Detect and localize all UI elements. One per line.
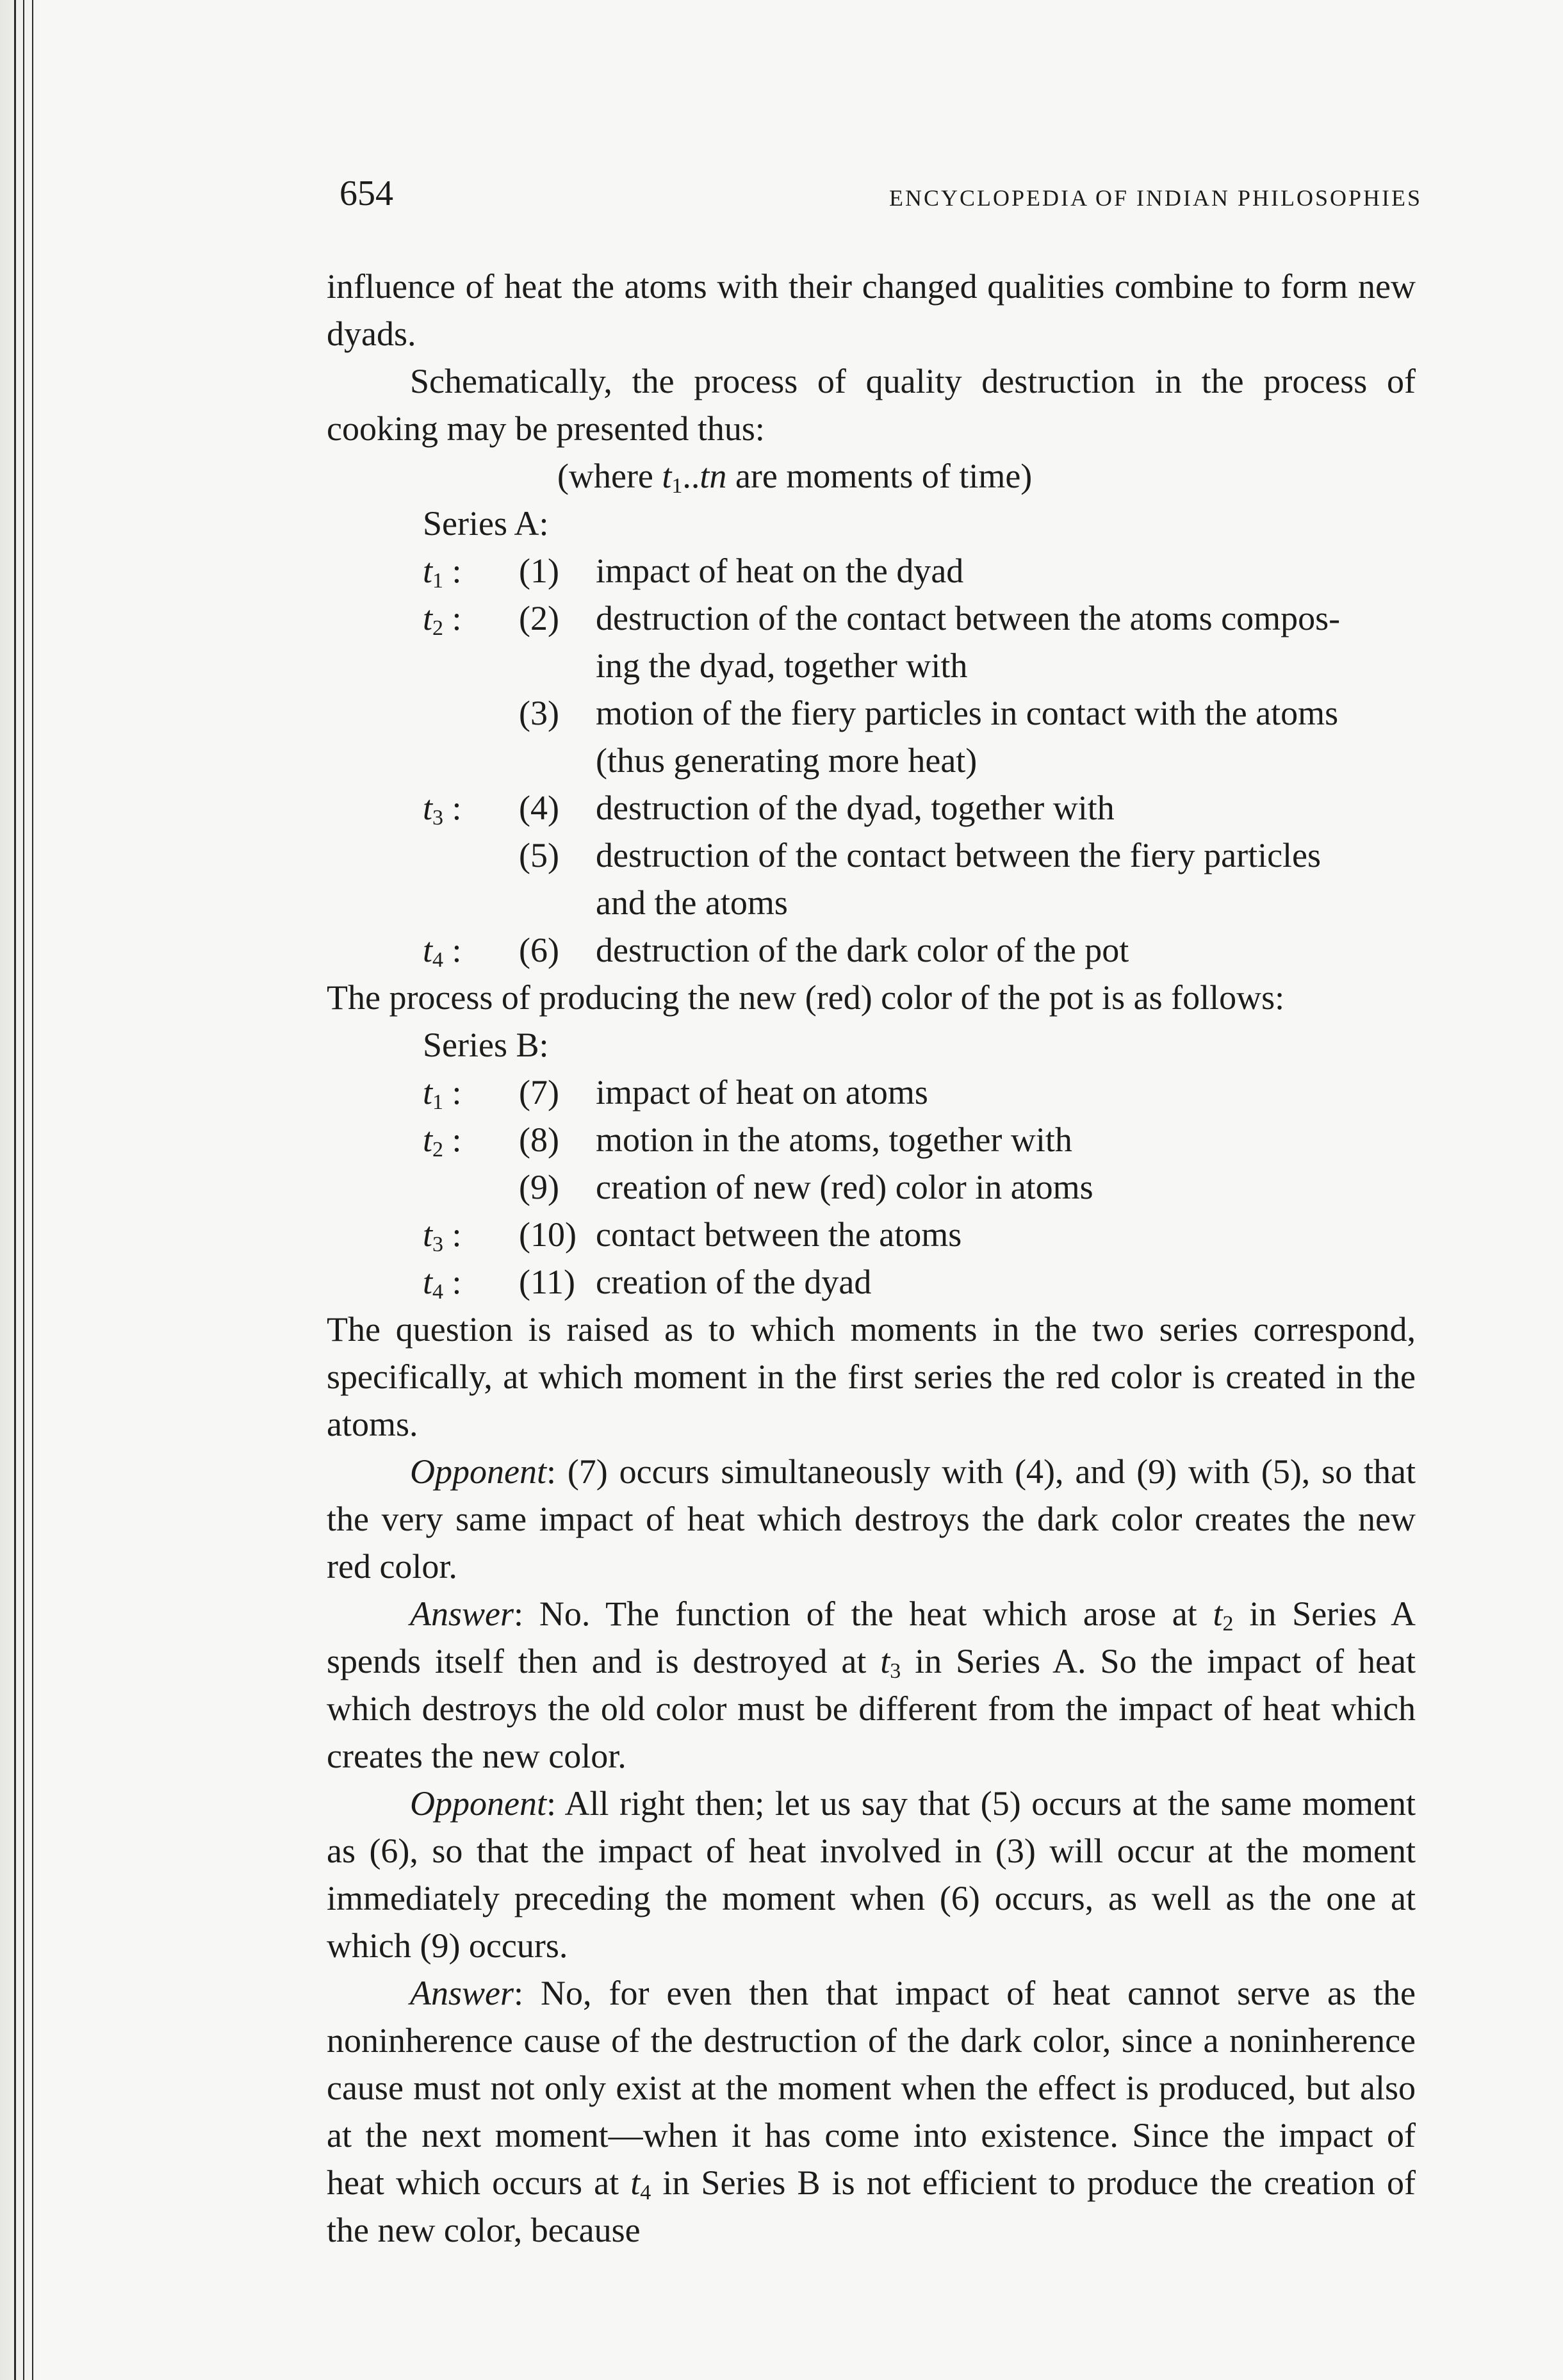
paragraph-intro: influence of heat the atoms with their changed qualities combine to form new dyads.: [327, 267, 1416, 353]
list-item: $t_1$ : (7) impact of heat on atoms: [423, 1073, 928, 1114]
paragraph-schematic: Schematically, the process of quality destruction in the process of cooking may be presented thus:: [327, 362, 1416, 448]
list-item: $t_3$ : (10) contact between the atoms: [423, 1215, 962, 1256]
series-a-label: Series A:: [423, 504, 549, 543]
binding-rule: [32, 0, 33, 2380]
series-a-list: [327, 547, 1416, 974]
list-item: $t_4$ : (6) destruction of the dark color of the pot: [423, 931, 1129, 972]
paragraph-answer-1: Answer: No. The function of the heat which arose at $t_2$ in Series A spends itself then and is destroyed at $t_3$ in Series A. So the impact of heat which destroys the old color must be different from the impact of heat which creates the new color.: [327, 1595, 1416, 1775]
paragraph-opponent-2: Opponent: All right then; let us say that (5) occurs at the same moment as (6), so that the impact of heat involved in (3) will occur at the moment immediately preceding the moment when (6) occurs, as well as the one at which (9) occurs.: [327, 1784, 1416, 1965]
list-item: (9) creation of new (red) color in atoms: [519, 1168, 1093, 1206]
list-item: $t_2$ : (2) destruction of the contact between the atoms compos-: [423, 599, 1341, 640]
speaker-label: Opponent: [410, 1784, 546, 1823]
speaker-label: Answer: [410, 1595, 514, 1633]
series-b-label: Series B:: [423, 1026, 549, 1064]
binding-rule: [14, 0, 16, 2380]
paragraph-answer-2: Answer: No, for even then that impact of heat cannot serve as the noninherence cause of the destruction of the dark color, since a noninherence cause must not only exist at the moment when the effect is produced, but also at the next moment—when it has come into existence. Since the impact of heat which occurs at $t_4$ in Series B is not efficient to produce the creation of the new color, because: [327, 1974, 1416, 2249]
page-header: [327, 173, 1422, 224]
page: [327, 173, 1422, 2254]
list-item-continuation: ing the dyad, together with: [596, 646, 968, 685]
paragraph-question: The question is raised as to which moments in the two series correspond, specifically, at which moment in the first series the red color is created in the atoms.: [327, 1310, 1416, 1443]
list-item-continuation: (thus generating more heat): [596, 741, 978, 780]
list-item: $t_2$ : (8) motion in the atoms, together with: [423, 1120, 1072, 1161]
speaker-label: Opponent: [410, 1452, 546, 1491]
list-item: (3) motion of the fiery particles in contact with the atoms: [519, 694, 1339, 732]
binding-rule: [23, 0, 24, 2380]
list-item: (5) destruction of the contact between the fiery particles: [519, 836, 1322, 874]
speaker-label: Answer: [410, 1974, 514, 2012]
paragraph-process-b: The process of producing the new (red) color of the pot is as follows:: [327, 978, 1285, 1017]
list-item: $t_1$ : (1) impact of heat on the dyad: [423, 552, 964, 593]
body-text: [327, 263, 1416, 2254]
running-title: ENCYCLOPEDIA OF INDIAN PHILOSOPHIES: [888, 185, 1422, 211]
page-number: 654: [340, 174, 393, 213]
series-b-list: [327, 1069, 1416, 1306]
where-note: (where $t_1..tn$ are moments of time): [557, 457, 1033, 498]
list-item: $t_3$ : (4) destruction of the dyad, together with: [423, 789, 1115, 830]
list-item-continuation: and the atoms: [596, 883, 788, 922]
paragraph-opponent-1: Opponent: (7) occurs simultaneously with (4), and (9) with (5), so that the very same impact of heat which destroys the dark color creates the new red color.: [327, 1452, 1416, 1586]
list-item: $t_4$ : (11) creation of the dyad: [423, 1263, 872, 1304]
